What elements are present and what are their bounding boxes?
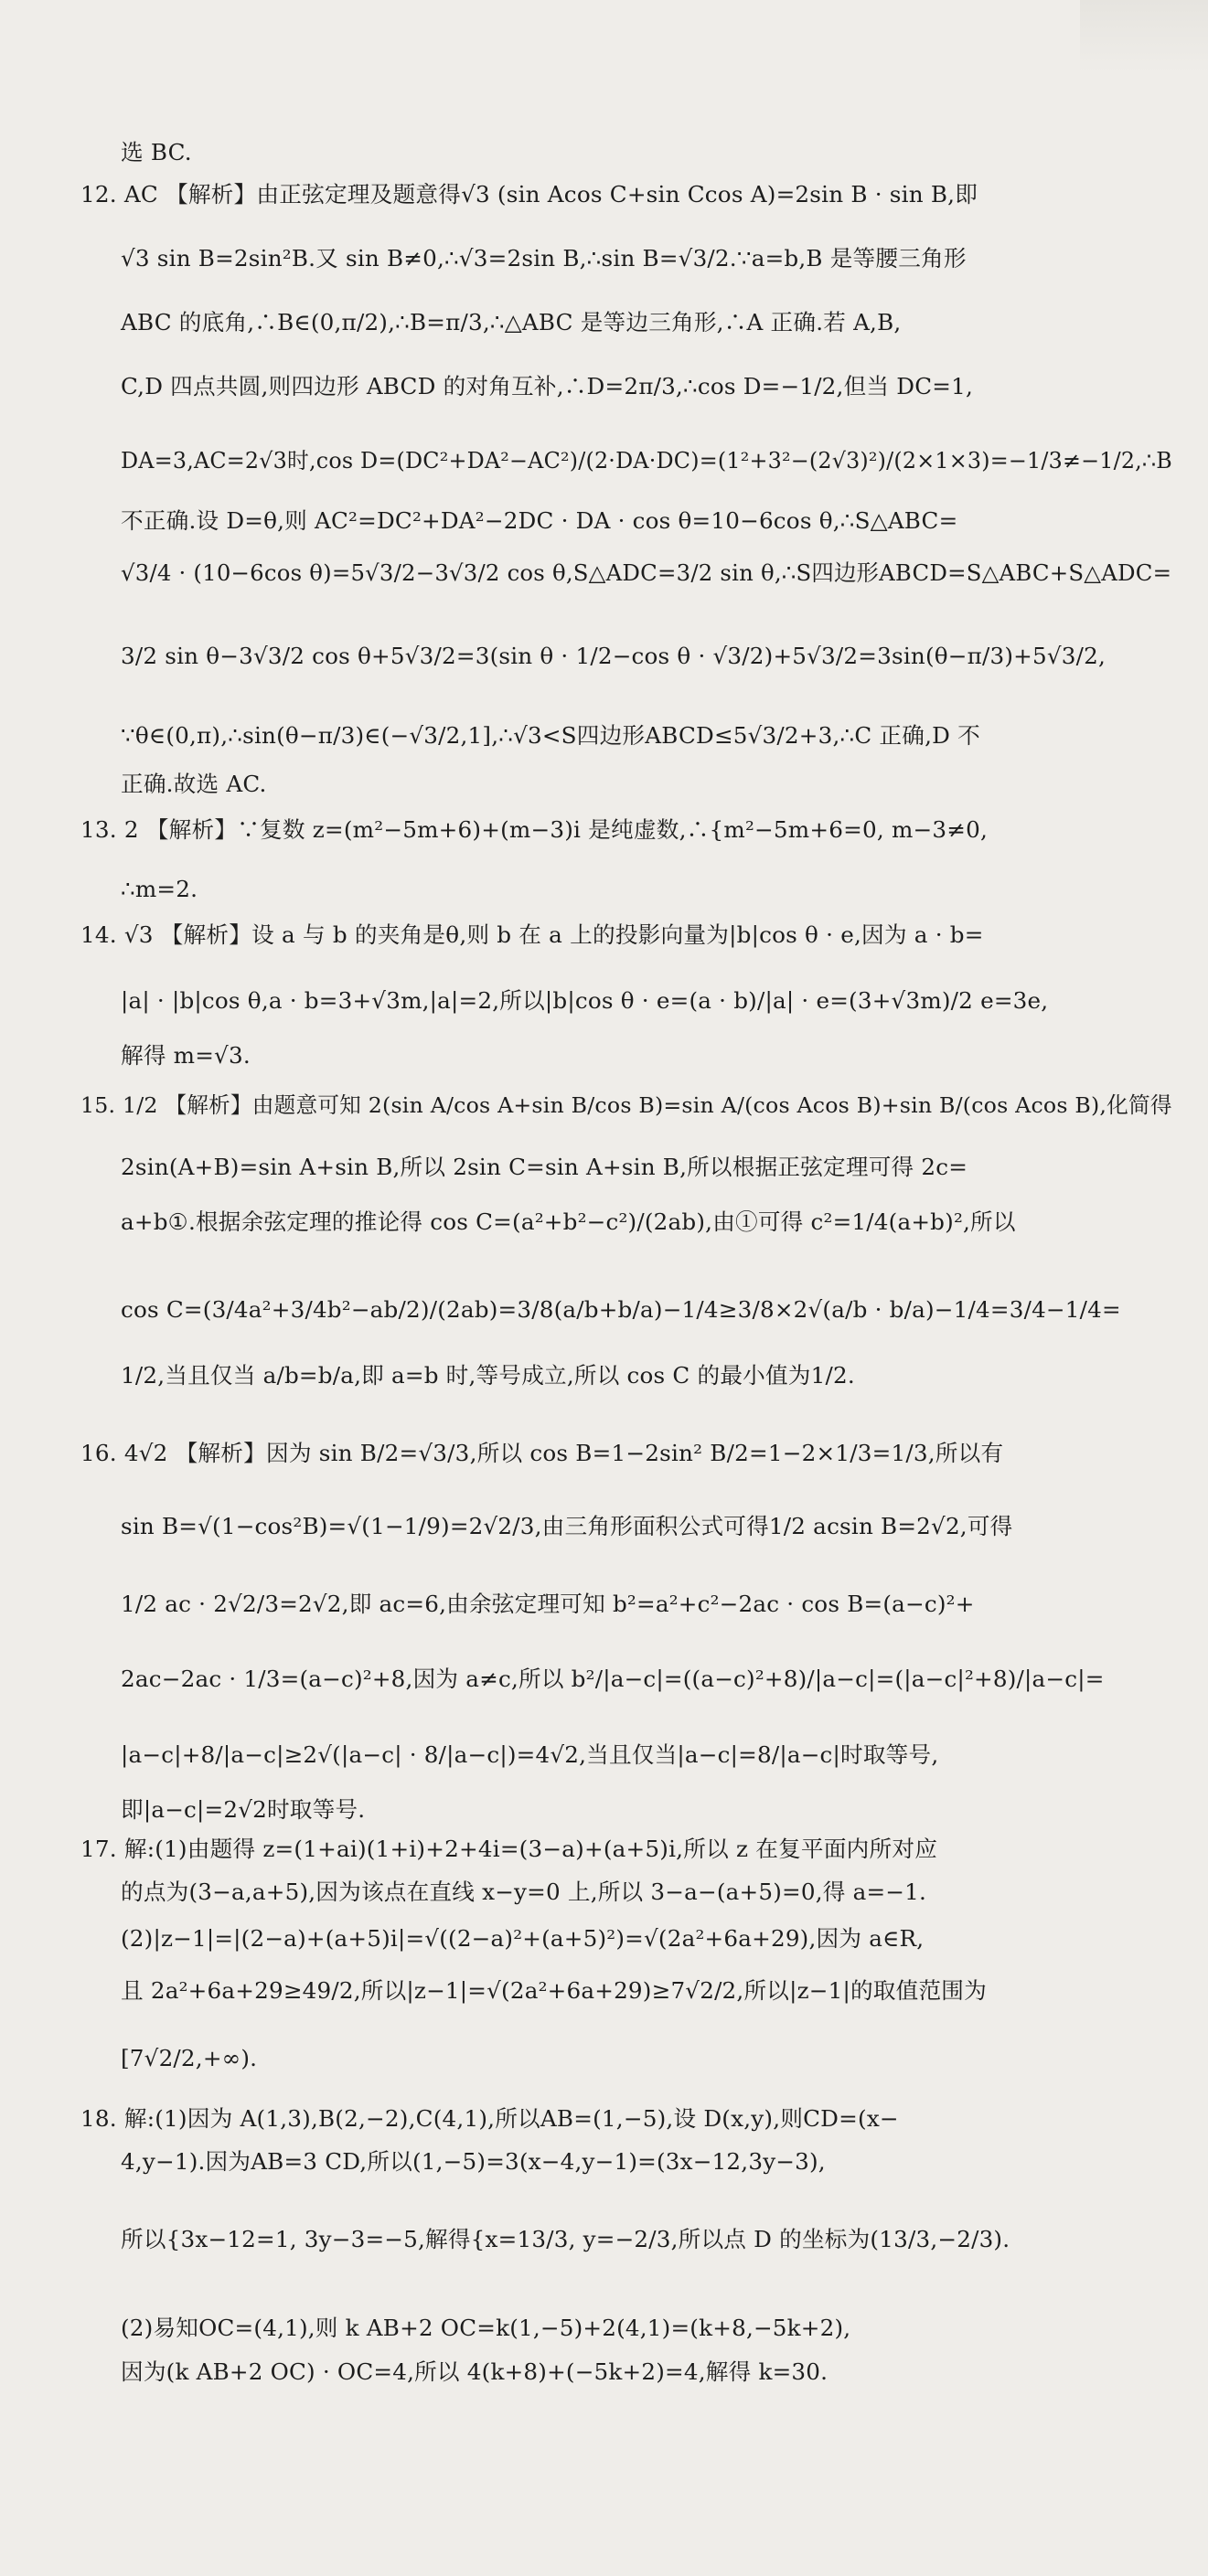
text-line [121, 1296, 1208, 1324]
text-segment: 解得 m=√3. [121, 1042, 251, 1069]
text-line [80, 1836, 1208, 1863]
text-segment: 因为(k AB+2 OC) · OC=4,所以 4(k+8)+(−5k+2)=4,解得 k=30. [121, 2358, 828, 2385]
text-line [121, 373, 1208, 400]
text-line [80, 1440, 1208, 1467]
text-segment: (2)|z−1|=|(2−a)+(a+5)i|=√((2−a)²+(a+5)²)=√(2a²+6a+29),因为 a∈R, [121, 1925, 925, 1952]
text-segment: |a| · |b|cos θ,a · b=3+√3m,|a|=2,所以|b|cos θ · e=(a · b)/|a| · e=(3+√3m)/2 e=3e, [121, 987, 1049, 1014]
text-segment: 3/2 sin θ−3√3/2 cos θ+5√3/2=3(sin θ · 1/2−cos θ · √3/2)+5√3/2=3sin(θ−π/3)+5√3/2, [121, 643, 1106, 669]
text-segment: 1/2,当且仅当 a/b=b/a,即 a=b 时,等号成立,所以 cos C 的最小值为1/2. [121, 1362, 855, 1389]
text-line [121, 448, 1208, 474]
text-segment: [7√2/2,+∞). [121, 2045, 258, 2071]
text-line [121, 1513, 1208, 1540]
text-line [121, 1208, 1208, 1236]
text-line [121, 1154, 1208, 1181]
text-line [121, 2358, 1208, 2386]
text-segment: DA=3,AC=2√3时,cos D=(DC²+DA²−AC²)/(2·DA·DC)=(1²+3²−(2√3)²)/(2×1×3)=−1/3≠−1/2,∴B [121, 448, 1172, 474]
text-segment: 即|a−c|=2√2时取等号. [121, 1796, 366, 1823]
text-segment: |a−c|+8/|a−c|≥2√(|a−c| · 8/|a−c|)=4√2,当且仅当|a−c|=8/|a−c|时取等号, [121, 1741, 939, 1768]
text-segment: ∵θ∈(0,π),∴sin(θ−π/3)∈(−√3/2,1],∴√3<S四边形ABCD≤5√3/2+3,∴C 正确,D 不 [121, 722, 980, 749]
text-line [121, 2226, 1208, 2253]
text-line [121, 1925, 1208, 1953]
text-line [121, 2045, 1208, 2072]
text-segment: 1/2 ac · 2√2/3=2√2,即 ac=6,由余弦定理可知 b²=a²+c²−2ac · cos B=(a−c)²+ [121, 1591, 975, 1617]
text-line [121, 559, 1208, 586]
text-line [80, 816, 1208, 844]
text-line [121, 1666, 1208, 1693]
text-line [121, 507, 1208, 535]
text-line [121, 139, 1208, 166]
text-segment: cos C=(3/4a²+3/4b²−ab/2)/(2ab)=3/8(a/b+b/a)−1/4≥3/8×2√(a/b · b/a)−1/4=3/4−1/4= [121, 1296, 1121, 1323]
text-line [121, 1879, 1208, 1906]
text-line [121, 1362, 1208, 1389]
text-segment: sin B=√(1−cos²B)=√(1−1/9)=2√2/3,由三角形面积公式可得1/2 acsin B=2√2,可得 [121, 1513, 1013, 1539]
text-segment: 选 BC. [121, 139, 192, 165]
text-segment: 且 2a²+6a+29≥49/2,所以|z−1|=√(2a²+6a+29)≥7√2/2,所以|z−1|的取值范围为 [121, 1977, 987, 2004]
text-line [80, 2105, 1208, 2133]
text-line [121, 771, 1208, 798]
text-segment: 4,y−1).因为AB=3 CD,所以(1,−5)=3(x−4,y−1)=(3x−12,3y−3), [121, 2148, 826, 2175]
text-segment: ABC 的底角,∴B∈(0,π/2),∴B=π/3,∴△ABC 是等边三角形,∴A 正确.若 A,B, [121, 309, 902, 335]
text-line [121, 1796, 1208, 1824]
text-segment: 18. 解:(1)因为 A(1,3),B(2,−2),C(4,1),所以AB=(1,−5),设 D(x,y),则CD=(x− [80, 2105, 899, 2132]
text-line [121, 987, 1208, 1015]
text-line [80, 181, 1208, 208]
text-segment: 的点为(3−a,a+5),因为该点在直线 x−y=0 上,所以 3−a−(a+5)=0,得 a=−1. [121, 1879, 927, 1905]
text-line [121, 309, 1208, 336]
text-segment: ∴m=2. [121, 876, 198, 902]
text-segment: 14. √3 【解析】设 a 与 b 的夹角是θ,则 b 在 a 上的投影向量为|b|cos θ · e,因为 a · b= [80, 921, 984, 948]
text-line [121, 2148, 1208, 2176]
text-segment: 15. 1/2 【解析】由题意可知 2(sin A/cos A+sin B/cos B)=sin A/(cos Acos B)+sin B/(cos Acos B),化简得 [80, 1092, 1172, 1118]
text-segment: 所以{3x−12=1, 3y−3=−5,解得{x=13/3, y=−2/3,所以点 D 的坐标为(13/3,−2/3). [121, 2226, 1010, 2252]
text-line [121, 1591, 1208, 1618]
text-line [121, 643, 1208, 670]
text-segment: 17. 解:(1)由题得 z=(1+ai)(1+i)+2+4i=(3−a)+(a+5)i,所以 z 在复平面内所对应 [80, 1836, 938, 1862]
text-segment: 2ac−2ac · 1/3=(a−c)²+8,因为 a≠c,所以 b²/|a−c|=((a−c)²+8)/|a−c|=(|a−c|²+8)/|a−c|= [121, 1666, 1105, 1692]
text-segment: √3/4 · (10−6cos θ)=5√3/2−3√3/2 cos θ,S△ADC=3/2 sin θ,∴S四边形ABCD=S△ABC+S△ADC= [121, 559, 1172, 586]
page-shadow [1080, 0, 1208, 73]
text-segment: 2sin(A+B)=sin A+sin B,所以 2sin C=sin A+sin B,所以根据正弦定理可得 2c= [121, 1154, 968, 1180]
text-segment: 12. AC 【解析】由正弦定理及题意得√3 (sin Acos C+sin Ccos A)=2sin B · sin B,即 [80, 181, 978, 208]
text-line [121, 876, 1208, 903]
text-segment: 16. 4√2 【解析】因为 sin B/2=√3/3,所以 cos B=1−2sin² B/2=1−2×1/3=1/3,所以有 [80, 1440, 1004, 1466]
text-line [121, 1042, 1208, 1070]
text-line [121, 2315, 1208, 2342]
text-segment: 13. 2 【解析】∵复数 z=(m²−5m+6)+(m−3)i 是纯虚数,∴{m²−5m+6=0, m−3≠0, [80, 816, 989, 843]
text-line [80, 921, 1208, 949]
text-segment: C,D 四点共圆,则四边形 ABCD 的对角互补,∴D=2π/3,∴cos D=−1/2,但当 DC=1, [121, 373, 973, 399]
text-segment: a+b①.根据余弦定理的推论得 cos C=(a²+b²−c²)/(2ab),由①可得 c²=1/4(a+b)²,所以 [121, 1208, 1016, 1235]
text-line [121, 722, 1208, 750]
text-segment: √3 sin B=2sin²B.又 sin B≠0,∴√3=2sin B,∴sin B=√3/2.∵a=b,B 是等腰三角形 [121, 245, 967, 271]
text-segment: 不正确.设 D=θ,则 AC²=DC²+DA²−2DC · DA · cos θ=10−6cos θ,∴S△ABC= [121, 507, 958, 534]
text-segment: (2)易知OC=(4,1),则 k AB+2 OC=k(1,−5)+2(4,1)=(k+8,−5k+2), [121, 2315, 851, 2341]
text-line [121, 245, 1208, 272]
text-line [121, 1977, 1208, 2005]
text-line [80, 1092, 1208, 1118]
text-segment: 正确.故选 AC. [121, 771, 267, 797]
text-line [121, 1741, 1208, 1769]
